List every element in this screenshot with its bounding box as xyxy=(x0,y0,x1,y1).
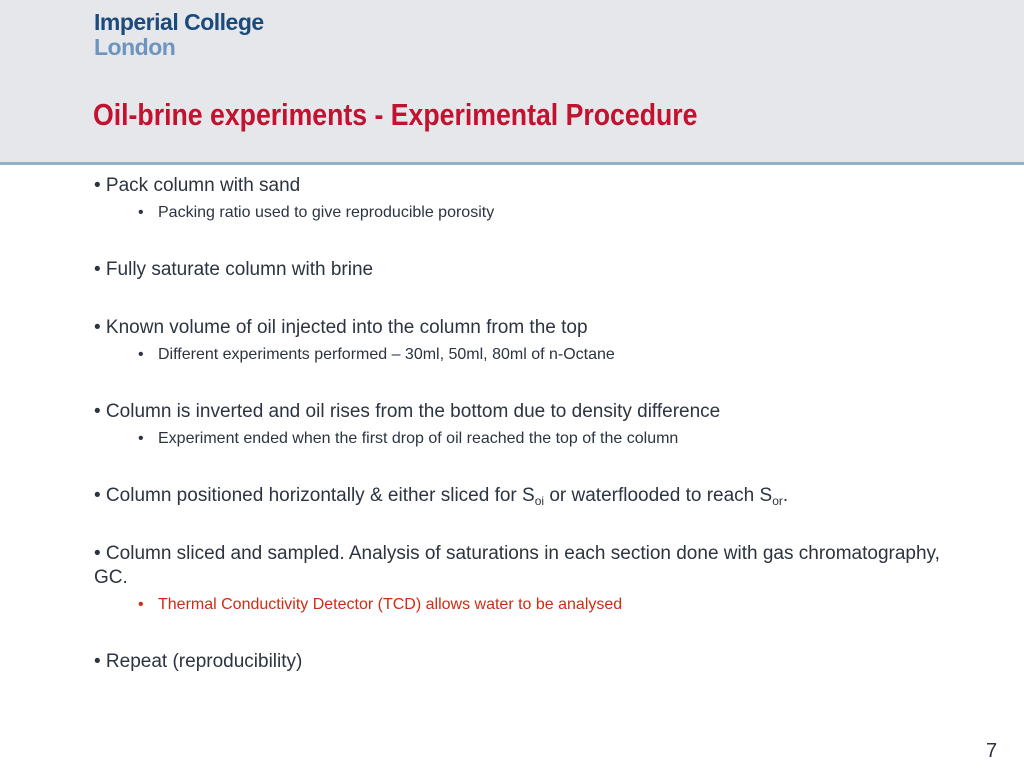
bullet-dot: • xyxy=(138,204,144,221)
bullet-oil-injected: • Known volume of oil injected into the column from the top xyxy=(94,317,588,338)
slide-content xyxy=(94,174,974,674)
subscript-or: or xyxy=(772,494,783,508)
bullet-repeat: • Repeat (reproducibility) xyxy=(94,651,303,672)
slide-title: Oil-brine experiments - Experimental Procedure xyxy=(93,97,698,132)
sub-bullet-text: Thermal Conductivity Detector (TCD) allows water to be analysed xyxy=(158,596,623,613)
sub-bullet-text: Different experiments performed – 30ml, 50ml, 80ml of n-Octane xyxy=(158,346,615,363)
sub-bullet-experiments xyxy=(138,344,974,366)
page-number: 7 xyxy=(986,740,998,762)
logo-line-2: London xyxy=(94,34,176,60)
bullet-dot: • xyxy=(138,430,144,447)
text-part: . xyxy=(782,485,789,506)
imperial-college-logo xyxy=(94,10,264,60)
sub-bullet-text: Packing ratio used to give reproducible porosity xyxy=(158,204,495,221)
bullet-column-sliced: • Column sliced and sampled. Analysis of saturations in each section done with gas chromatography, GC. xyxy=(94,543,940,588)
sub-bullet-tcd xyxy=(138,594,974,616)
bullet-dot: • xyxy=(138,346,144,363)
logo-line-1: Imperial College xyxy=(94,9,264,35)
bullet-dot: • xyxy=(138,596,144,613)
text-part: or waterflooded to reach S xyxy=(544,485,773,506)
bullet-column-positioned xyxy=(94,484,974,508)
text-part: • Column positioned horizontally & either sliced for S xyxy=(94,485,535,506)
bullet-pack-column: • Pack column with sand xyxy=(94,175,301,196)
sub-bullet-packing-ratio xyxy=(138,202,974,224)
sub-bullet-text: Experiment ended when the first drop of oil reached the top of the column xyxy=(158,430,679,447)
bullet-column-inverted: • Column is inverted and oil rises from the bottom due to density difference xyxy=(94,401,721,422)
subscript-oi: oi xyxy=(534,494,545,508)
sub-bullet-experiment-ended xyxy=(138,428,974,450)
header-divider xyxy=(0,162,1024,165)
bullet-saturate: • Fully saturate column with brine xyxy=(94,259,374,280)
